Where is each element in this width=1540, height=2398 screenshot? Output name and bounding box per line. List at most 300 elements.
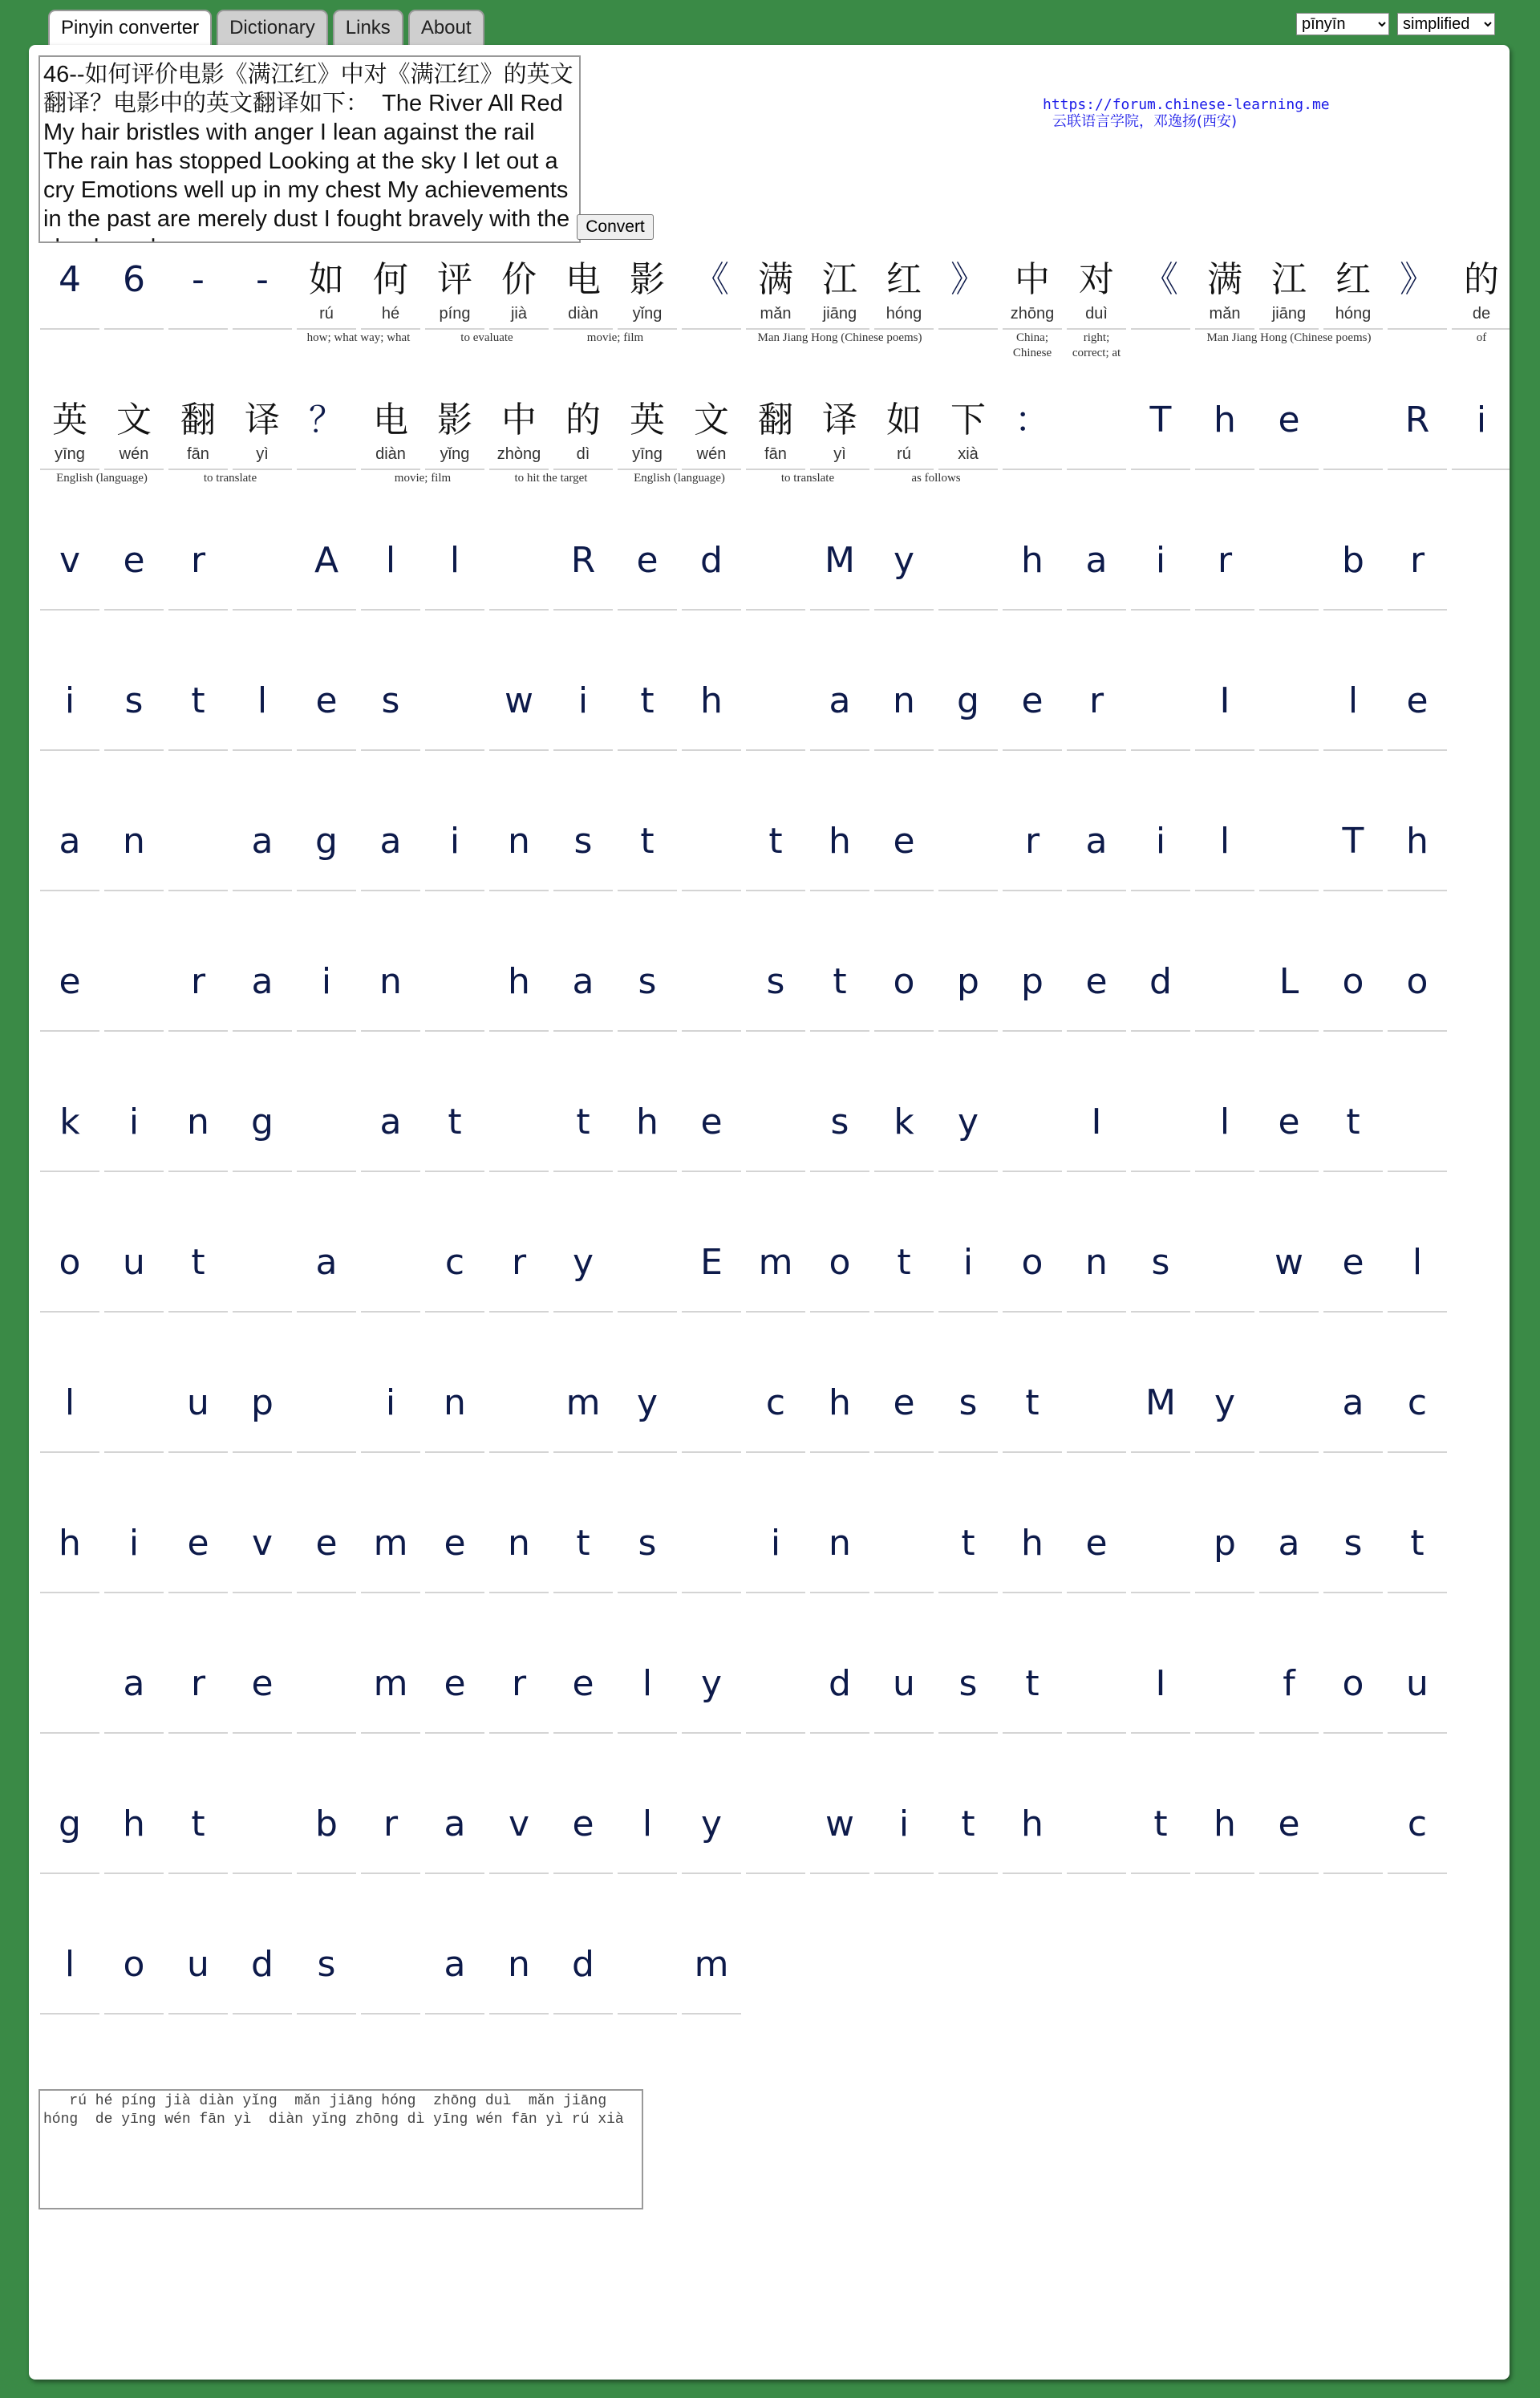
char-cell	[425, 1235, 484, 1375]
char-cell	[1323, 1656, 1383, 1796]
char-glyph: s	[958, 1382, 978, 1423]
char-cell[interactable]	[810, 252, 869, 392]
char-cell	[1259, 1515, 1319, 1656]
char-cell[interactable]	[810, 392, 869, 533]
char-cell	[810, 1656, 869, 1796]
char-glyph	[746, 1796, 805, 1852]
char-glyph: n	[508, 1944, 530, 1985]
char-cell	[40, 1094, 99, 1235]
cell-underline	[746, 1592, 805, 1593]
char-glyph: m	[373, 1523, 408, 1564]
char-cell	[938, 673, 998, 814]
char-glyph: e	[1021, 680, 1044, 721]
char-glyph: a	[1085, 821, 1108, 862]
cell-underline	[618, 609, 677, 611]
char-cell[interactable]	[489, 252, 549, 392]
cell-underline	[1259, 1732, 1319, 1734]
char-cell	[1323, 533, 1383, 673]
cell-underline	[1003, 469, 1062, 470]
char-cell[interactable]	[1195, 252, 1254, 392]
cell-underline	[233, 1732, 292, 1734]
char-glyph	[1131, 1094, 1190, 1150]
pinyin-label: dì	[576, 445, 590, 463]
char-glyph	[1067, 1796, 1126, 1852]
tab-pinyin-converter[interactable]: Pinyin converter	[48, 10, 212, 48]
cell-underline	[1323, 1171, 1383, 1172]
char-cell	[168, 1937, 228, 2077]
char-cell	[1131, 252, 1190, 392]
char-glyph: i	[385, 1382, 396, 1423]
char-cell	[810, 533, 869, 673]
char-cell	[489, 673, 549, 814]
char-cell	[1131, 1796, 1190, 1937]
char-cell	[104, 252, 164, 392]
script-select[interactable]	[1397, 13, 1495, 35]
char-glyph	[874, 1515, 934, 1572]
char-cell	[746, 1094, 805, 1235]
char-cell	[233, 1515, 292, 1656]
char-cell	[361, 1235, 420, 1375]
cell-underline	[1388, 1030, 1447, 1032]
pinyin-output-textarea[interactable]	[38, 2089, 643, 2209]
cell-underline	[682, 2013, 741, 2015]
cell-underline	[1388, 328, 1447, 330]
char-cell	[425, 1937, 484, 2077]
char-cell[interactable]	[874, 252, 934, 392]
char-glyph: n	[893, 680, 915, 721]
convert-button[interactable]: Convert	[577, 214, 654, 240]
char-glyph	[1259, 1375, 1319, 1431]
cell-underline	[40, 1171, 99, 1172]
cell-underline	[682, 1732, 741, 1734]
cell-underline	[297, 1451, 356, 1453]
cell-underline	[104, 469, 164, 470]
cell-underline	[104, 1311, 164, 1313]
char-cell	[1388, 392, 1447, 533]
char-glyph: i	[1476, 400, 1487, 440]
cell-underline	[489, 609, 549, 611]
cell-underline	[1323, 328, 1383, 330]
cell-underline	[40, 1732, 99, 1734]
char-glyph: I	[1155, 1663, 1166, 1704]
char-glyph: m	[694, 1944, 729, 1985]
char-glyph: a	[1085, 540, 1108, 581]
converter-panel	[29, 45, 1510, 2380]
char-cell	[618, 1375, 677, 1515]
char-cell[interactable]	[746, 252, 805, 392]
cell-underline	[361, 1592, 420, 1593]
char-cell	[361, 1375, 420, 1515]
char-cell[interactable]	[618, 252, 677, 392]
char-cell	[1259, 1375, 1319, 1515]
cell-underline	[682, 1592, 741, 1593]
grid-row	[40, 533, 1500, 673]
cell-underline	[618, 2013, 677, 2015]
char-glyph: h	[508, 961, 530, 1002]
char-glyph: 《	[1143, 259, 1178, 300]
char-cell	[618, 1094, 677, 1235]
char-cell[interactable]	[938, 392, 998, 533]
char-glyph: f	[1283, 1663, 1295, 1704]
char-cell[interactable]	[233, 392, 292, 533]
char-cell[interactable]	[1452, 252, 1510, 392]
char-glyph: 电	[565, 259, 601, 300]
tab-bar	[48, 10, 484, 47]
cell-underline	[810, 1171, 869, 1172]
gloss-text: to evaluate	[460, 331, 513, 344]
char-glyph: i	[770, 1523, 781, 1564]
char-glyph: k	[894, 1102, 914, 1142]
cell-underline	[40, 469, 99, 470]
char-cell	[489, 814, 549, 954]
char-cell[interactable]	[425, 392, 484, 533]
cell-underline	[618, 469, 677, 470]
char-cell[interactable]	[874, 392, 934, 533]
cell-underline	[938, 890, 998, 891]
cell-underline	[168, 749, 228, 751]
char-cell	[1388, 1375, 1447, 1515]
cell-underline	[1195, 1873, 1254, 1874]
grid-row	[40, 1796, 1500, 1937]
cell-underline	[746, 328, 805, 330]
char-glyph: e	[572, 1663, 594, 1704]
tone-mode-select[interactable]	[1296, 13, 1389, 35]
char-glyph: y	[700, 1663, 723, 1704]
char-glyph: i	[64, 680, 75, 721]
char-glyph	[1067, 392, 1126, 448]
cell-underline	[1388, 1171, 1447, 1172]
cell-underline	[425, 469, 484, 470]
cell-underline	[40, 1451, 99, 1453]
char-glyph: l	[385, 540, 396, 581]
char-glyph: 《	[694, 259, 729, 300]
char-glyph	[682, 1375, 741, 1431]
cell-underline	[1003, 890, 1062, 891]
char-cell[interactable]	[1003, 252, 1062, 392]
char-glyph: r	[511, 1663, 527, 1704]
char-glyph: r	[1217, 540, 1233, 581]
char-cell[interactable]	[489, 392, 549, 533]
char-cell	[1259, 954, 1319, 1094]
cell-underline	[618, 1732, 677, 1734]
char-cell	[553, 1796, 613, 1937]
cell-underline	[682, 469, 741, 470]
char-glyph: l	[642, 1804, 653, 1844]
char-cell	[553, 1094, 613, 1235]
cell-underline	[1452, 469, 1510, 470]
char-glyph: t	[768, 821, 783, 862]
char-cell	[1067, 1094, 1126, 1235]
cell-underline	[168, 1732, 228, 1734]
char-cell	[40, 252, 99, 392]
char-glyph: e	[893, 1382, 915, 1423]
char-cell	[104, 1235, 164, 1375]
char-cell	[233, 814, 292, 954]
pinyin-label: hé	[381, 305, 400, 323]
char-glyph: g	[251, 1102, 274, 1142]
cell-underline	[874, 1451, 934, 1453]
char-glyph: r	[190, 961, 206, 1002]
cell-underline	[1195, 1592, 1254, 1593]
cell-underline	[40, 609, 99, 611]
char-glyph	[1195, 954, 1254, 1010]
char-cell	[938, 1235, 998, 1375]
char-glyph: R	[1404, 400, 1430, 440]
char-cell	[1003, 1235, 1062, 1375]
char-glyph: n	[379, 961, 402, 1002]
char-glyph: E	[700, 1242, 723, 1283]
char-glyph: n	[123, 821, 145, 862]
char-cell	[361, 954, 420, 1094]
cell-underline	[874, 1873, 934, 1874]
cell-underline	[746, 609, 805, 611]
char-cell	[618, 814, 677, 954]
cell-underline	[168, 1171, 228, 1172]
char-cell	[1195, 1515, 1254, 1656]
cell-underline	[810, 469, 869, 470]
char-glyph	[1195, 1656, 1254, 1712]
char-glyph: e	[444, 1663, 466, 1704]
cell-underline	[1131, 609, 1190, 611]
char-cell	[618, 954, 677, 1094]
char-cell	[1003, 1515, 1062, 1656]
tab-links[interactable]: Links	[333, 10, 403, 47]
char-glyph: o	[1406, 961, 1429, 1002]
gloss-text: how; what way; what	[306, 331, 411, 344]
char-glyph: s	[1151, 1242, 1170, 1283]
cell-underline	[297, 1171, 356, 1172]
char-glyph	[746, 673, 805, 729]
char-glyph: h	[636, 1102, 659, 1142]
char-cell[interactable]	[1067, 252, 1126, 392]
char-cell	[1067, 392, 1126, 533]
cell-underline	[425, 1171, 484, 1172]
char-glyph	[682, 954, 741, 1010]
gloss-text: English (language)	[634, 472, 725, 485]
tab-dictionary[interactable]: Dictionary	[217, 10, 328, 47]
cell-underline	[618, 749, 677, 751]
cell-underline	[618, 1311, 677, 1313]
char-cell	[1259, 392, 1319, 533]
cell-underline	[233, 1451, 292, 1453]
cell-underline	[1259, 749, 1319, 751]
cell-underline	[168, 1030, 228, 1032]
char-glyph: s	[317, 1944, 336, 1985]
char-cell	[810, 1094, 869, 1235]
char-cell	[553, 1235, 613, 1375]
char-cell	[1131, 1375, 1190, 1515]
char-glyph: 英	[52, 400, 87, 440]
char-glyph: i	[898, 1804, 910, 1844]
cell-underline	[297, 1030, 356, 1032]
char-cell[interactable]	[618, 392, 677, 533]
char-cell[interactable]	[361, 392, 420, 533]
char-cell	[1195, 392, 1254, 533]
cell-underline	[1067, 1311, 1126, 1313]
char-cell	[233, 1235, 292, 1375]
char-glyph: t	[1410, 1523, 1424, 1564]
char-glyph: y	[636, 1382, 659, 1423]
char-cell	[618, 1515, 677, 1656]
char-glyph: a	[315, 1242, 338, 1283]
char-glyph: y	[957, 1102, 979, 1142]
char-cell	[40, 954, 99, 1094]
char-cell[interactable]	[361, 252, 420, 392]
char-cell	[938, 1375, 998, 1515]
char-cell	[1003, 1656, 1062, 1796]
cell-underline	[874, 609, 934, 611]
cell-underline	[746, 749, 805, 751]
cell-underline	[1388, 1873, 1447, 1874]
char-cell	[810, 673, 869, 814]
cell-underline	[938, 1592, 998, 1593]
char-cell	[104, 1094, 164, 1235]
char-glyph	[361, 1235, 420, 1291]
cell-underline	[168, 609, 228, 611]
char-cell	[618, 673, 677, 814]
cell-underline	[425, 749, 484, 751]
char-cell	[489, 533, 549, 673]
char-glyph: a	[572, 961, 594, 1002]
char-glyph: p	[1021, 961, 1044, 1002]
cell-underline	[1131, 1311, 1190, 1313]
cell-underline	[1131, 1171, 1190, 1172]
char-cell[interactable]	[746, 392, 805, 533]
cell-underline	[168, 890, 228, 891]
char-glyph: s	[124, 680, 144, 721]
char-cell[interactable]	[1259, 252, 1319, 392]
char-glyph	[1259, 533, 1319, 589]
char-cell	[874, 1094, 934, 1235]
char-glyph: m	[758, 1242, 793, 1283]
char-cell	[297, 533, 356, 673]
char-glyph	[1195, 1235, 1254, 1291]
char-glyph: 》	[1400, 259, 1435, 300]
char-cell	[297, 392, 356, 533]
cell-underline	[553, 1171, 613, 1172]
cell-underline	[104, 890, 164, 891]
cell-underline	[361, 1030, 420, 1032]
char-glyph: w	[825, 1804, 854, 1844]
cell-underline	[810, 890, 869, 891]
gloss-text: China; Chinese	[1012, 331, 1052, 359]
char-glyph: I	[1091, 1102, 1102, 1142]
forum-link[interactable]: https://forum.chinese-learning.me	[1043, 96, 1330, 113]
cell-underline	[746, 1311, 805, 1313]
char-glyph: o	[1342, 1663, 1364, 1704]
cell-underline	[361, 609, 420, 611]
char-cell	[489, 1656, 549, 1796]
char-glyph: e	[1406, 680, 1429, 721]
char-cell[interactable]	[104, 392, 164, 533]
char-glyph: t	[1025, 1382, 1040, 1423]
char-glyph: s	[638, 1523, 657, 1564]
char-glyph: 影	[437, 400, 472, 440]
char-cell	[40, 673, 99, 814]
char-cell[interactable]	[168, 392, 228, 533]
char-cell	[168, 814, 228, 954]
char-cell	[168, 1656, 228, 1796]
cell-underline	[810, 1592, 869, 1593]
char-cell	[553, 954, 613, 1094]
pinyin-label: jiāng	[822, 305, 857, 323]
cell-underline	[1323, 1873, 1383, 1874]
cell-underline	[233, 890, 292, 891]
char-cell	[1131, 814, 1190, 954]
cell-underline	[746, 1451, 805, 1453]
cell-underline	[1323, 890, 1383, 891]
char-cell	[553, 1656, 613, 1796]
char-cell	[874, 954, 934, 1094]
char-cell	[425, 1515, 484, 1656]
pinyin-label: yīng	[632, 445, 663, 463]
cell-underline	[553, 1311, 613, 1313]
char-cell[interactable]	[1323, 252, 1383, 392]
char-cell	[40, 814, 99, 954]
char-cell	[489, 1375, 549, 1515]
char-cell	[425, 1656, 484, 1796]
tab-about[interactable]: About	[408, 10, 484, 47]
char-cell[interactable]	[553, 252, 613, 392]
char-cell	[746, 1235, 805, 1375]
char-cell	[233, 533, 292, 673]
char-cell	[489, 1515, 549, 1656]
char-cell	[1131, 533, 1190, 673]
grid-row	[40, 1094, 1500, 1235]
char-cell	[361, 533, 420, 673]
char-cell[interactable]	[425, 252, 484, 392]
cell-underline	[425, 1732, 484, 1734]
cell-underline	[104, 609, 164, 611]
char-cell[interactable]	[297, 252, 356, 392]
cell-underline	[168, 2013, 228, 2015]
char-glyph: e	[187, 1523, 209, 1564]
cell-underline	[938, 469, 998, 470]
char-glyph: l	[64, 1944, 75, 1985]
char-glyph: ：	[1015, 400, 1050, 440]
char-cell	[1067, 533, 1126, 673]
char-glyph: g	[59, 1804, 81, 1844]
char-glyph	[746, 533, 805, 589]
chinese-input-textarea[interactable]	[38, 55, 581, 243]
char-cell	[489, 1235, 549, 1375]
char-cell	[104, 954, 164, 1094]
char-glyph: 评	[437, 259, 472, 300]
char-glyph: c	[444, 1242, 465, 1283]
char-glyph	[1323, 1796, 1383, 1852]
char-cell	[233, 252, 292, 392]
char-glyph: t	[576, 1523, 590, 1564]
char-glyph: e	[444, 1523, 466, 1564]
char-cell	[1131, 673, 1190, 814]
char-cell[interactable]	[40, 392, 99, 533]
cell-underline	[1131, 1873, 1190, 1874]
cell-underline	[40, 328, 99, 330]
char-glyph: h	[829, 821, 851, 862]
cell-underline	[682, 609, 741, 611]
pinyin-label: fān	[764, 445, 787, 463]
cell-underline	[40, 749, 99, 751]
char-glyph	[233, 533, 292, 589]
char-cell[interactable]	[553, 392, 613, 533]
cell-underline	[1003, 609, 1062, 611]
cell-underline	[104, 1030, 164, 1032]
char-cell[interactable]	[682, 392, 741, 533]
char-cell	[168, 1375, 228, 1515]
cell-underline	[746, 890, 805, 891]
char-glyph: w	[505, 680, 533, 721]
char-glyph: h	[1021, 1804, 1044, 1844]
